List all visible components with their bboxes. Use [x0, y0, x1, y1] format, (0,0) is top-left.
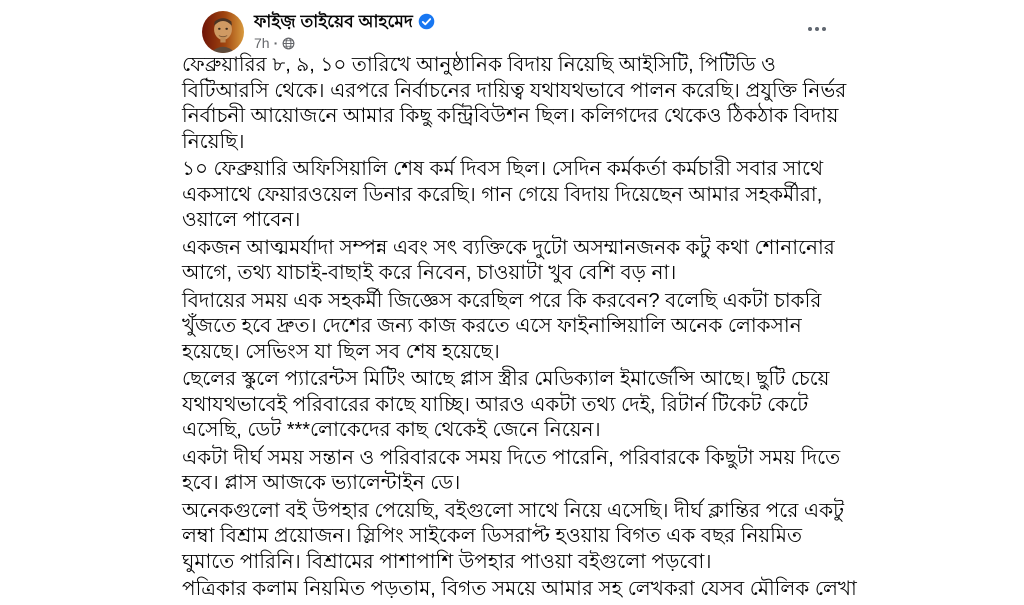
- post-meta: [254, 35, 435, 51]
- profile-photo: [202, 11, 244, 53]
- post-paragraph: একজন আত্মমর্যাদা সম্পন্ন এবং সৎ ব্যক্তিকে দুটো অসম্মানজনক কটু কথা শোনানোর আগে, তথ্য যাচাই-বাছাই করে নিবেন, চাওয়াটা খুব বেশি বড় না।: [182, 236, 835, 284]
- post-paragraph: একটা দীর্ঘ সময় সন্তান ও পরিবারকে সময় দিতে পারেনি, পরিবারকে কিছুটা সময় দিতে হবে। প্লাস আজকে ভ্যালেন্টাইন ডে।: [182, 446, 841, 494]
- post-timestamp[interactable]: 7h: [254, 35, 270, 51]
- ellipsis-icon: [815, 27, 820, 32]
- avatar[interactable]: [202, 11, 244, 53]
- post-paragraph: ছেলের স্কুলে প্যারেন্টস মিটিং আছে প্লাস স্ত্রীর মেডিক্যাল ইমার্জেন্সি আছে। ছুটি চেয়ে যথাযথভাবেই পরিবারের কাছে যাচ্ছি। আরও একটা তথ্য দেই, রিটার্ন টিকেট কেটে এসেছি, ডেট ***লোকেদের কাছ থেকেই জেনে নিয়েন।: [182, 368, 830, 441]
- ellipsis-icon: [808, 27, 813, 32]
- globe-icon: [282, 37, 295, 50]
- post-paragraph: বিদায়ের সময় এক সহকর্মী জিজ্ঞেস করেছিল পরে কি করবেন? বলেছি একটা চাকরি খুঁজতে হবে দ্রুত। দেশের জন্য কাজ করতে এসে ফাইনান্সিয়ালি অনেক লোকসান হয়েছে। সেভিংস যা ছিল সব শেষ হয়েছে।: [182, 289, 822, 363]
- meta-separator: ·: [273, 35, 279, 51]
- post-paragraph: ফেব্রুয়ারির ৮, ৯, ১০ তারিখে আনুষ্ঠানিক বিদায় নিয়েছি আইসিটি, পিটিডি ও বিটিআরসি থেকে। এরপরে নির্বাচনের দায়িত্ব যথাযথভাবে পালন করেছি। প্রযুক্তি নির্ভর নির্বাচনী আয়োজনে আমার কিছু কন্ট্রিবিউশন ছিল। কলিগদের থেকেও ঠিকঠাক বিদায় নিয়েছি।: [182, 54, 847, 153]
- ellipsis-icon: [822, 27, 827, 32]
- post-header: [254, 11, 435, 51]
- verified-badge-icon: [418, 13, 435, 30]
- post-paragraph: পত্রিকার কলাম নিয়মিত পড়তাম, বিগত সময়ে আমার সহ লেখকরা যেসব মৌলিক লেখা: [182, 578, 857, 600]
- more-options-button[interactable]: [800, 14, 834, 44]
- post-paragraph: অনেকগুলো বই উপহার পেয়েছি, বইগুলো সাথে নিয়ে এসেছি। দীর্ঘ ক্লান্তির পরে একটু লম্বা বিশ্রাম প্রয়োজন। স্লিপিং সাইকেল ডিসরাপ্ট হওয়ায় বিগত এক বছর নিয়মিত ঘুমাতে পারিনি। বিশ্রামের পাশাপাশি উপহার পাওয়া বইগুলো পড়বো।: [182, 499, 845, 573]
- post-body: [182, 53, 858, 605]
- facebook-post: [182, 0, 858, 600]
- author-name[interactable]: ফাইজ় তাইয়েব আহমেদ: [254, 12, 413, 31]
- post-paragraph: ১০ ফেব্রুয়ারি অফিসিয়ালি শেষ কর্ম দিবস ছিল। সেদিন কর্মকর্তা কর্মচারী সবার সাথে একসাথে ফেয়ারওয়েল ডিনার করেছি। গান গেয়ে বিদায় দিয়েছেন আমার সহকর্মীরা, ওয়ালে পাবেন।: [182, 158, 824, 231]
